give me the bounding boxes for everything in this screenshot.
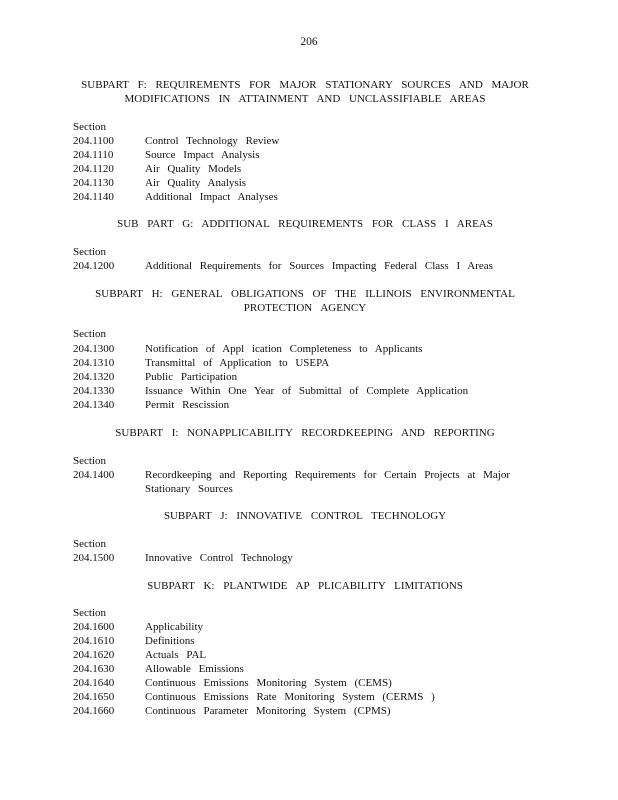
section-title (145, 690, 543, 704)
section-number: 204.1130 (73, 177, 114, 189)
section-title-line: Control Technology Review (145, 135, 280, 147)
section-title (145, 648, 543, 662)
section-title-line: Allowable Emissions (145, 663, 244, 675)
subpart-heading (60, 217, 550, 231)
section-number: 204.1400 (73, 469, 115, 481)
section-title-line: Continuous Emissions Rate Monitoring System (CERMS ) (145, 691, 435, 703)
section-title (145, 398, 543, 412)
section-number: 204.1330 (73, 385, 115, 397)
section-number: 204.1650 (73, 691, 115, 703)
section-title-line: Issuance Within One Year of Submittal of Complete Application (145, 385, 469, 397)
section-title-line: Permit Rescission (145, 399, 230, 411)
section-number: 204.1600 (73, 621, 115, 633)
section-title (145, 259, 543, 273)
section-title (145, 676, 543, 690)
section-number: 204.1320 (73, 371, 115, 383)
section-title (145, 551, 543, 565)
section-title (145, 370, 543, 384)
section-title (145, 662, 543, 676)
toc-entry (73, 620, 543, 634)
subpart-heading-line: SUBPART I: NONAPPLICABILITY RECORDKEEPING AND REPORTING (115, 427, 495, 439)
subpart-heading (60, 579, 550, 593)
toc-entry (73, 676, 543, 690)
section-title (145, 356, 543, 370)
section-title (145, 134, 543, 148)
section-title-line: Continuous Emissions Monitoring System (CEMS) (145, 677, 392, 689)
section-list (73, 259, 543, 273)
toc-entry (73, 704, 543, 718)
section-list (73, 468, 543, 496)
section-title (145, 342, 543, 356)
section-number: 204.1610 (73, 635, 115, 647)
subpart-heading-line: SUB PART G: ADDITIONAL REQUIREMENTS FOR CLASS I AREAS (117, 218, 493, 230)
toc-entry (73, 551, 543, 565)
section-title-line: Innovative Control Technology (145, 552, 293, 564)
section-title (145, 620, 543, 634)
section-title-line: Public Participation (145, 371, 238, 383)
toc-entry (73, 342, 543, 356)
section-title-line: Stationary Sources (145, 483, 233, 495)
subpart-heading-line: SUBPART H: GENERAL OBLIGATIONS OF THE ILLINOIS ENVIRONMENTAL (95, 288, 515, 300)
subpart-heading-line: SUBPART J: INNOVATIVE CONTROL TECHNOLOGY (163, 510, 447, 522)
toc-entry (73, 634, 543, 648)
section-number: 204.1100 (73, 135, 114, 147)
section-title-line: Air Quality Models (145, 163, 242, 175)
toc-entry (73, 134, 543, 148)
section-list (73, 620, 543, 718)
subpart-heading (60, 287, 550, 315)
page-number: 206 (300, 36, 318, 48)
section-number: 204.1640 (73, 677, 115, 689)
section-list (73, 551, 543, 565)
toc-entry (73, 398, 543, 412)
toc-entry (73, 148, 543, 162)
section-title (145, 162, 543, 176)
section-label: Section (73, 121, 106, 133)
subpart-heading-line: MODIFICATIONS IN ATTAINMENT AND UNCLASSIFIABLE AREAS (124, 93, 486, 105)
section-title (145, 468, 543, 496)
section-title (145, 176, 543, 190)
section-title-line: Air Quality Analysis (145, 177, 247, 189)
subpart-heading (60, 509, 550, 523)
section-number: 204.1620 (73, 649, 115, 661)
section-title-line: Recordkeeping and Reporting Requirements for Certain Projects at Major (145, 469, 511, 481)
section-label: Section (73, 246, 106, 258)
section-number: 204.1140 (73, 191, 114, 203)
section-number: 204.1200 (73, 260, 115, 272)
subpart-heading (60, 78, 550, 106)
subpart-heading-line: PROTECTION AGENCY (243, 302, 367, 314)
section-title (145, 384, 543, 398)
section-list (73, 342, 543, 412)
section-number: 204.1300 (73, 343, 115, 355)
subpart-heading-line: SUBPART F: REQUIREMENTS FOR MAJOR STATIONARY SOURCES AND MAJOR (81, 79, 529, 91)
toc-entry (73, 690, 543, 704)
toc-entry (73, 468, 543, 496)
section-label: Section (73, 607, 106, 619)
section-number: 204.1340 (73, 399, 115, 411)
section-number: 204.1660 (73, 705, 115, 717)
toc-entry (73, 162, 543, 176)
section-label: Section (73, 328, 106, 340)
section-list (73, 134, 543, 204)
section-title (145, 634, 543, 648)
section-title-line: Source Impact Analysis (145, 149, 260, 161)
section-title (145, 190, 543, 204)
section-label: Section (73, 538, 106, 550)
section-title-line: Transmittal of Application to USEPA (145, 357, 330, 369)
section-title-line: Applicability (145, 621, 204, 633)
section-label: Section (73, 455, 106, 467)
section-number: 204.1310 (73, 357, 115, 369)
toc-entry (73, 370, 543, 384)
toc-entry (73, 190, 543, 204)
section-title-line: Additional Impact Analyses (145, 191, 278, 203)
section-number: 204.1630 (73, 663, 115, 675)
subpart-heading-line: SUBPART K: PLANTWIDE AP PLICABILITY LIMITATIONS (147, 580, 463, 592)
section-title-line: Continuous Parameter Monitoring System (CPMS) (145, 705, 391, 717)
toc-entry (73, 662, 543, 676)
toc-entry (73, 648, 543, 662)
toc-entry (73, 384, 543, 398)
toc-entry (73, 259, 543, 273)
section-title-line: Definitions (145, 635, 195, 647)
subpart-heading (60, 426, 550, 440)
section-title-line: Actuals PAL (145, 649, 207, 661)
section-title-line: Notification of Appl ication Completeness to Applicants (145, 343, 423, 355)
section-title-line: Additional Requirements for Sources Impacting Federal Class I Areas (145, 260, 493, 272)
section-number: 204.1110 (73, 149, 114, 161)
section-number: 204.1500 (73, 552, 115, 564)
toc-entry (73, 176, 543, 190)
section-number: 204.1120 (73, 163, 114, 175)
section-title (145, 704, 543, 718)
section-title (145, 148, 543, 162)
toc-entry (73, 356, 543, 370)
